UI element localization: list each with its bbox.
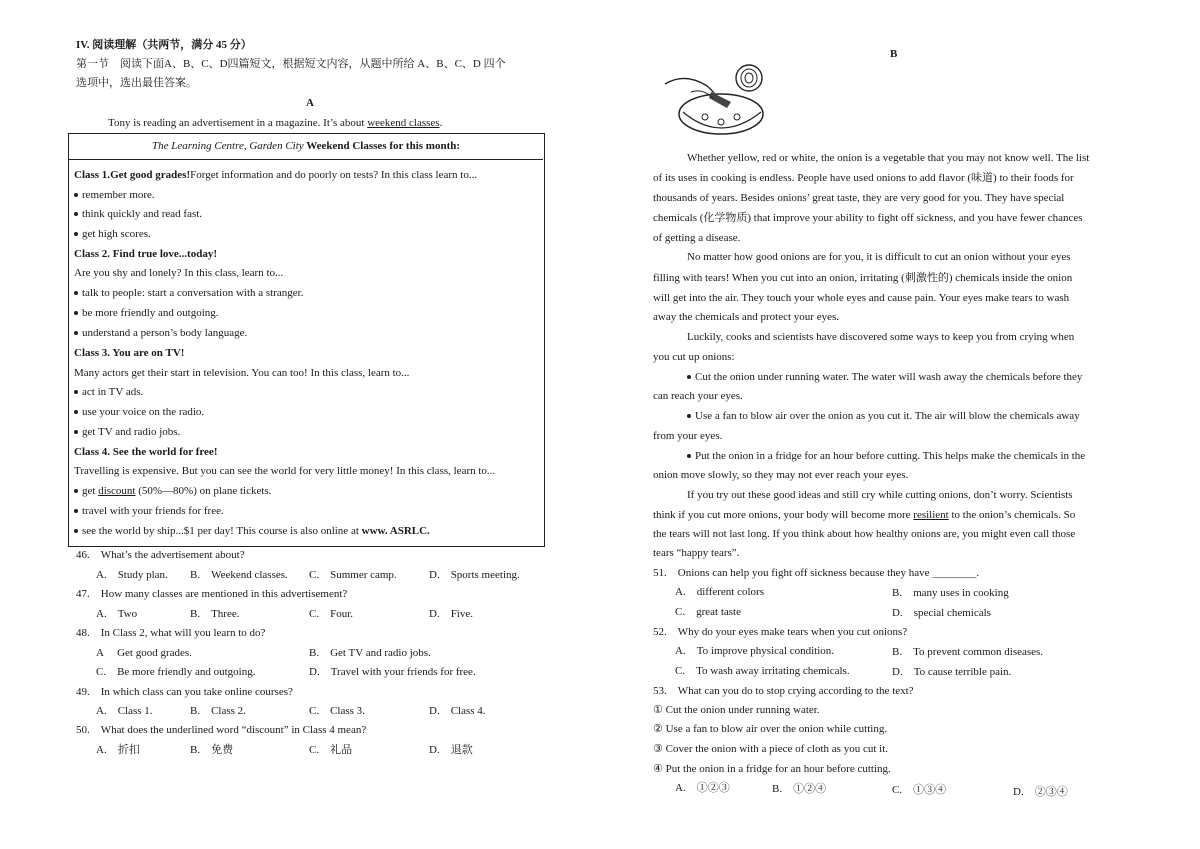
item-text: think quickly and read fast. [82,208,203,220]
question-47: 47. How many classes are mentioned in this advertisement? [76,588,348,600]
instruction-line: 第一节 阅读下面A、B、C、D四篇短文，根据短文内容，从题中所给 A、B、C、D 四个 [76,58,506,70]
ad-header-text [152,139,460,153]
option: C. Summer camp. [309,569,397,581]
list-item [74,286,303,300]
statement-item: ④ Put the onion in a fridge for an hour before cutting. [653,763,891,775]
question-49: 49. In which class can you take online courses? [76,686,293,698]
tip-item [687,370,1082,384]
tip-text: Use a fan to blow air over the onion as you cut it. The air will blow the chemicals away [695,410,1080,422]
tip-item [687,449,1085,463]
option: C. ①③④ [892,784,947,796]
tip-text: Cut the onion under running water. The water will wash away the chemicals before they [695,371,1083,383]
list-item [74,524,430,538]
item-text: see the world by ship...$1 per day! This course is also online at [82,525,362,537]
option: D. Class 4. [429,705,486,717]
option: A. 折扣 [96,744,140,756]
paragraph-line [653,508,1075,522]
list-item [74,405,204,419]
bullet-icon [74,489,78,493]
class-4-text: Travelling is expensive. But you can see the world for very little money! In this class, learn to... [74,465,496,477]
question-52: 52. Why do your eyes make tears when you cut onions? [653,626,908,638]
class-3-heading: Class 3. You are on TV! [74,347,185,359]
tip-item [687,409,1080,423]
paragraph-line: chemicals (化学物质) that improve your ability to fight off sickness, and you have fewer chances [653,212,1083,224]
option: D. To cause terrible pain. [892,666,1012,678]
class-bold: Get good grades! [110,169,191,181]
item-text: use your voice on the radio. [82,406,205,418]
line-text: to the onion’s chemicals. So [948,509,1076,521]
bullet-icon [74,331,78,335]
tip-line: can reach your eyes. [653,390,743,402]
tip-line: from your eyes. [653,430,723,442]
option: A. Class 1. [96,705,153,717]
list-item [74,484,271,498]
option: A. ①②③ [675,782,730,794]
class-2-heading: Class 2. Find true love...today! [74,248,217,260]
bullet-icon [74,390,78,394]
class-2-text: Are you shy and lonely? In this class, learn to... [74,267,284,279]
bullet-icon [74,212,78,216]
option: C. Be more friendly and outgoing. [96,666,256,678]
bullet-icon [687,375,691,379]
option: B. Weekend classes. [190,569,288,581]
question-51: 51. Onions can help you fight off sickness because they have ________. [653,567,980,579]
list-item [74,207,202,221]
tip-text: Put the onion in a fridge for an hour before cutting. This helps make the chemicals in the [695,450,1086,462]
option: B. Get TV and radio jobs. [309,647,431,659]
question-48: 48. In Class 2, what will you learn to do? [76,627,266,639]
item-text: understand a person’s body language. [82,327,248,339]
item-text: remember more. [82,189,155,201]
paragraph-line: will get into the air. They touch your whole eyes and cause pain. Your eyes make tears to wash [653,292,1070,304]
option: D. 退款 [429,744,473,756]
intro-underlined: weekend classes [367,117,440,129]
statement-item: ② Use a fan to blow air over the onion while cutting. [653,723,888,735]
item-text: act in TV ads. [82,386,144,398]
statement-item: ① Cut the onion under running water. [653,704,820,716]
statement-item: ③ Cover the onion with a piece of cloth as you cut it. [653,743,889,755]
paragraph-line: Whether yellow, red or white, the onion is a vegetable that you may not know well. The list [687,152,1090,164]
paragraph-line: tears “happy tears”. [653,547,740,559]
paragraph-line: filling with tears! When you cut into an onion, irritating (刺激性的) chemicals inside the onion [653,272,1073,284]
class-4-heading: Class 4. See the world for free! [74,446,218,458]
bullet-icon [74,430,78,434]
class-rest: Forget information and do poorly on tests? In this class learn to... [190,169,478,181]
option: C. 礼品 [309,744,353,756]
passage-label-b: B [890,48,898,60]
option: B. To prevent common diseases. [892,646,1044,658]
option: C. great taste [675,606,741,618]
item-text: get TV and radio jobs. [82,426,181,438]
item-text: talk to people: start a conversation with a stranger. [82,287,304,299]
bullet-icon [74,529,78,533]
line-text: think if you cut more onions, your body will become more [653,509,914,521]
list-item [74,504,224,518]
option: A Get good grades. [96,647,192,659]
bullet-icon [74,311,78,315]
passage-intro [108,116,442,130]
option: A. different colors [675,586,764,598]
paragraph-line: thousands of years. Besides onions’ great taste, they are very good for you. They have special [653,192,1065,204]
option: C. Four. [309,608,354,620]
resilient-underlined: resilient [913,509,949,521]
paragraph-line: you cut up onions: [653,351,735,363]
item-text: be more friendly and outgoing. [82,307,219,319]
option: D. ②③④ [1013,786,1068,798]
paragraph-line: No matter how good onions are for you, it is difficult to cut an onion without your eyes [687,251,1071,263]
option: B. Class 2. [190,705,246,717]
bullet-icon [687,414,691,418]
item-text: travel with your friends for free. [82,505,224,517]
paragraph-line: If you try out these good ideas and still cry while cutting onions, don’t worry. Scientists [687,489,1073,501]
passage-label-a: A [306,97,314,109]
list-item [74,425,180,439]
class-1-heading [74,168,477,182]
tip-line: onion move slowly, so they may not ever reach your eyes. [653,469,909,481]
option: D. Five. [429,608,473,620]
paragraph-line: of getting a disease. [653,232,741,244]
option: B. 免费 [190,744,234,756]
class-title: Class 1. [74,169,111,181]
onion-cutting-illustration [655,62,775,140]
class-3-text: Many actors get their start in television. You can too! In this class, learn to... [74,367,410,379]
option: B. ①②④ [772,783,827,795]
paragraph-line: away the chemicals and protect your eyes. [653,311,840,323]
option: D. special chemicals [892,607,991,619]
option: B. many uses in cooking [892,587,1009,599]
option: A. To improve physical condition. [675,645,835,657]
bullet-icon [74,193,78,197]
list-item [74,188,155,202]
list-item [74,326,247,340]
option: A. Study plan. [96,569,168,581]
ad-header-bold: Weekend Classes for this month: [303,140,461,152]
website-text: www. ASRLC. [361,525,430,537]
list-item [74,227,151,241]
option: C. To wash away irritating chemicals. [675,665,850,677]
item-text: get high scores. [82,228,151,240]
option: D. Travel with your friends for free. [309,666,476,678]
intro-text: Tony is reading an advertisement in a magazine. It’s about [108,117,368,129]
list-item [74,385,143,399]
paragraph-line: the tears will not last long. If you think about how healthy onions are, you might even call those [653,528,1076,540]
intro-suffix: . [439,117,443,129]
item-text: (50%—80%) on plane tickets. [135,485,272,497]
bullet-icon [687,454,691,458]
paragraph-line: Luckily, cooks and scientists have discovered some ways to keep you from crying when [687,331,1075,343]
option: D. Sports meeting. [429,569,520,581]
question-46: 46. What’s the advertisement about? [76,549,245,561]
bullet-icon [74,291,78,295]
list-item [74,306,219,320]
discount-underlined: discount [98,485,136,497]
section-title: IV. 阅读理解（共两节，满分 45 分） [76,39,252,51]
option: C. Class 3. [309,705,365,717]
bullet-icon [74,410,78,414]
bullet-icon [74,509,78,513]
option: B. Three. [190,608,240,620]
instruction-line: 选项中，选出最佳答案。 [76,77,197,89]
paragraph-line: of its uses in cooking is endless. People have used onions to add flavor (味道) to their foods for [653,172,1074,184]
item-text: get [82,485,99,497]
question-53: 53. What can you do to stop crying according to the text? [653,685,914,697]
ad-header-italic: The Learning Centre, Garden City [152,140,304,152]
option: A. Two [96,608,138,620]
question-50: 50. What does the underlined word “discount” in Class 4 mean? [76,724,367,736]
bullet-icon [74,232,78,236]
